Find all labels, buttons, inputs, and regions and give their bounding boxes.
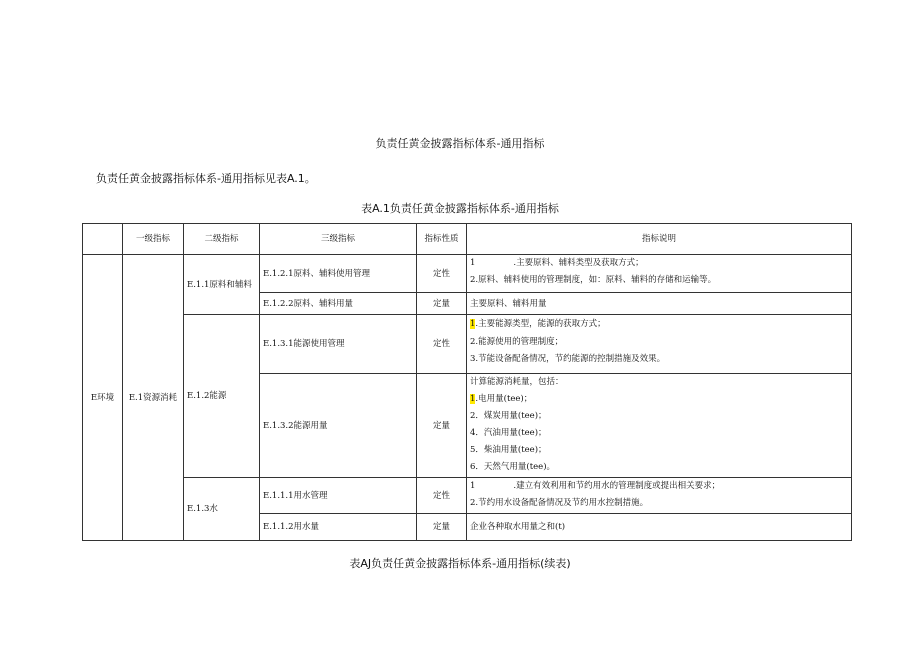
desc-line: 3.节能设备配备情况，节约能源的控制措施及效果。: [470, 354, 666, 364]
highlight-mark: 1: [470, 319, 476, 329]
indicator-table: [82, 223, 852, 541]
desc-line: 6．天然气用量(tee)。: [470, 462, 556, 472]
description-cell: [467, 315, 852, 374]
table-header-row: [83, 224, 852, 255]
header-blank: [83, 224, 123, 255]
header-description: 指标说明: [467, 224, 852, 255]
level2-cell: E.1.3水: [184, 478, 260, 541]
desc-line: [470, 315, 848, 334]
highlight-mark: 1: [470, 394, 476, 404]
level3-cell: E.1.1.2用水量: [260, 514, 417, 541]
intro-paragraph: 负责任黄金披露指标体系-通用指标见表A.1。: [96, 172, 316, 185]
nature-cell: 定量: [417, 293, 467, 315]
desc-line: 2．煤炭用量(tee)；: [470, 411, 547, 421]
desc-line: 5．柴油用量(tee)；: [470, 445, 547, 455]
description-cell: [467, 374, 852, 478]
level3-cell: E.1.3.1能源使用管理: [260, 315, 417, 374]
continued-caption: 表AJ负责任黄金披露指标体系-通用指标(续表): [349, 557, 571, 570]
desc-line: 2.原料、辅料使用的管理制度，如：原料、辅料的存储和运输等。: [470, 275, 717, 285]
level3-cell: E.1.2.1原料、辅料使用管理: [260, 255, 417, 293]
desc-line: 4．汽油用量(tee)；: [470, 428, 547, 438]
desc-line: 2.能源使用的管理制度；: [470, 337, 564, 347]
desc-line: [470, 255, 848, 272]
desc-line: [470, 391, 848, 408]
nature-cell: 定性: [417, 315, 467, 374]
table-caption: 表A.1负责任黄金披露指标体系-通用指标: [361, 202, 559, 215]
description-cell: 主要原料、辅料用量: [467, 293, 852, 315]
description-cell: 企业各种取水用量之和(t): [467, 514, 852, 541]
level2-cell: E.1.1原料和辅料: [184, 255, 260, 315]
header-level2: 二级指标: [184, 224, 260, 255]
desc-line: 2.节约用水设备配备情况及节约用水控制措施。: [470, 498, 649, 508]
description-cell: [467, 478, 852, 514]
desc-text: .主要能源类型，能源的获取方式；: [475, 319, 606, 329]
nature-cell: 定性: [417, 255, 467, 293]
header-nature: 指标性质: [417, 224, 467, 255]
level3-cell: E.1.1.1用水管理: [260, 478, 417, 514]
desc-line: 计算能源消耗量，包括：: [470, 377, 564, 387]
description-cell: [467, 255, 852, 293]
header-level3: 三级指标: [260, 224, 417, 255]
level3-cell: E.1.2.2原料、辅料用量: [260, 293, 417, 315]
desc-text: .电用量(tee)；: [475, 394, 533, 404]
table-row: [83, 315, 852, 374]
desc-number: 1: [470, 258, 476, 268]
level3-cell: E.1.3.2能源用量: [260, 374, 417, 478]
level1-cell: E.1资源消耗: [123, 255, 184, 541]
desc-text: .建立有效利用和节约用水的管理制度或提出相关要求；: [513, 481, 721, 491]
nature-cell: 定量: [417, 514, 467, 541]
level2-cell: E.1.2能源: [184, 315, 260, 478]
table-row: [83, 255, 852, 293]
desc-number: 1: [470, 481, 476, 491]
header-level1: 一级指标: [123, 224, 184, 255]
desc-text: .主要原料、辅料类型及获取方式；: [513, 258, 644, 268]
desc-line: [470, 478, 848, 495]
table-row: [83, 478, 852, 514]
page-title: 负责任黄金披露指标体系-通用指标: [375, 137, 545, 150]
level0-cell: E环境: [83, 255, 123, 541]
nature-cell: 定性: [417, 478, 467, 514]
nature-cell: 定量: [417, 374, 467, 478]
